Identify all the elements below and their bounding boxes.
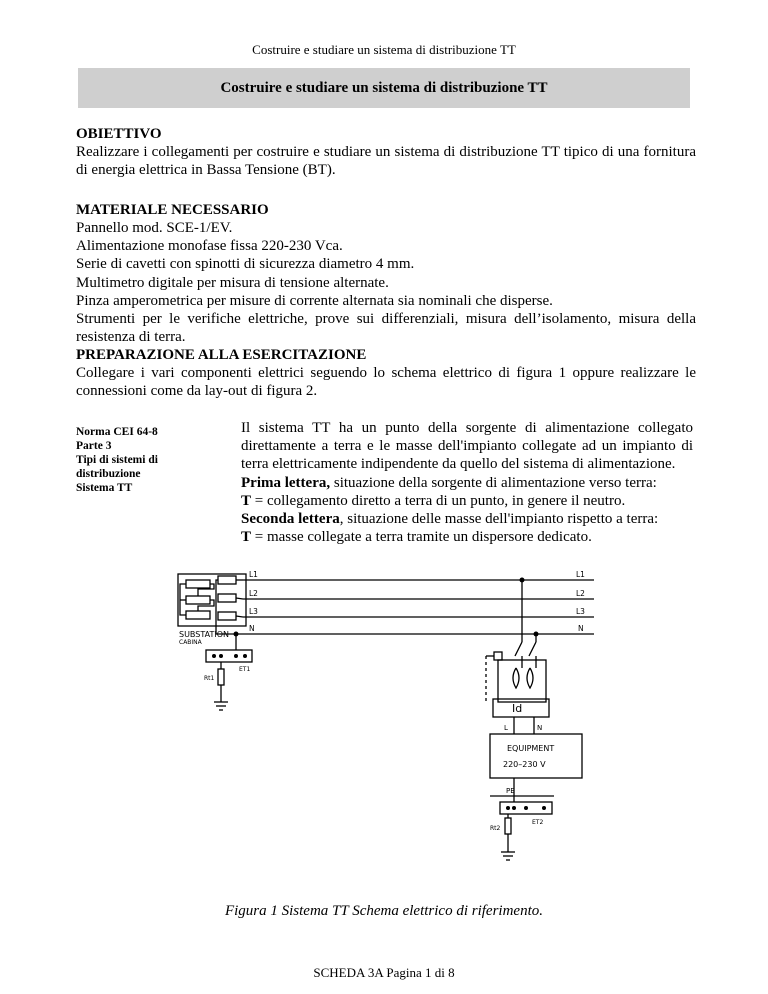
title-box	[78, 68, 690, 108]
second-letter-label: Seconda lettera	[241, 511, 340, 528]
side-note-line: Norma CEI 64-8	[76, 426, 158, 438]
pe-label: PE	[506, 787, 515, 795]
second-letter-line	[241, 510, 693, 528]
first-T-line	[241, 492, 693, 510]
section-materiale	[76, 201, 696, 346]
label-l3-right: L3	[576, 607, 585, 616]
rt2-label: Rt2	[490, 825, 501, 832]
second-letter-text: , situazione delle masse dell'impianto rispetto a terra:	[339, 511, 659, 528]
rcd-contact-l	[515, 642, 522, 656]
first-T-label: T	[241, 492, 252, 509]
page-footer: SCHEDA 3A Pagina 1 di 8	[313, 965, 455, 980]
label-l2-right: L2	[576, 589, 585, 598]
preparazione-text: Collegare i vari componenti elettrici seguendo lo schema elettrico di figura 1 oppure realizzare le connessioni come da lay-out di figura 2.	[76, 365, 696, 400]
first-letter-text: situazione della sorgente di alimentazione verso terra:	[330, 474, 657, 491]
second-T-text: = masse collegate a terra tramite un dispersore dedicato.	[251, 529, 592, 546]
equipment-label: EQUIPMENT	[507, 744, 555, 753]
materiale-item: Alimentazione monofase fissa 220-230 Vca.	[76, 238, 343, 255]
label-n-left: N	[249, 624, 255, 633]
cabina-label: CABINA	[179, 639, 202, 646]
first-letter-line	[241, 474, 693, 492]
first-letter-label: Prima lettera,	[241, 474, 331, 491]
obiettivo-heading: OBIETTIVO	[76, 126, 162, 142]
tt-description	[241, 419, 693, 546]
rt1-label: Rt1	[204, 675, 215, 682]
side-note-line: distribuzione	[76, 468, 141, 480]
rt1-resistor	[218, 669, 224, 685]
equipment-box	[490, 734, 582, 778]
rt2-resistor	[505, 818, 511, 834]
section-preparazione	[76, 346, 696, 400]
materiale-heading: MATERIALE NECESSARIO	[76, 202, 269, 218]
et1-label: ET1	[239, 666, 251, 673]
side-note-line: Sistema TT	[76, 482, 133, 494]
side-note-line: Tipi di sistemi di	[76, 454, 158, 466]
obiettivo-text: Realizzare i collegamenti per costruire e studiare un sistema di distribuzione TT tipico di una fornitura di energia elettrica in Bassa Tensione (BT).	[76, 144, 696, 179]
running-header: Costruire e studiare un sistema di distribuzione TT	[252, 42, 516, 57]
l-label: L	[504, 724, 508, 732]
materiale-item: Serie di cavetti con spinotti di sicurezza diametro 4 mm.	[76, 256, 415, 273]
id-label: Id	[512, 702, 523, 715]
document-title: Costruire e studiare un sistema di distribuzione TT	[220, 79, 548, 96]
materiale-item: Pannello mod. SCE-1/EV.	[76, 220, 233, 236]
label-l3-left: L3	[249, 607, 258, 616]
description-intro: Il sistema TT ha un punto della sorgente di alimentazione collegato direttamente a terra e le masse dell'impianto collegate ad un impianto di terra elettricamente indipendente da quello del sistema di alimentazione.	[241, 420, 693, 473]
side-note-line: Parte 3	[76, 440, 112, 452]
section-obiettivo	[76, 125, 696, 179]
label-l1-right: L1	[576, 570, 585, 579]
n-label: N	[537, 724, 543, 732]
side-note	[76, 425, 186, 495]
label-n-right: N	[578, 624, 584, 633]
figure-caption: Figura 1 Sistema TT Schema elettrico di riferimento.	[224, 903, 544, 919]
materiale-item: Pinza amperometrica per misure di corrente alternata sia nominali che disperse.	[76, 292, 553, 309]
materiale-item: Strumenti per le verifiche elettriche, prove sui differenziali, misura dell’isolamento, misura della resistenza di terra.	[76, 311, 696, 346]
voltage-label: 220–230 V	[503, 760, 546, 769]
et2-label: ET2	[532, 819, 544, 826]
preparazione-heading: PREPARAZIONE ALLA ESERCITAZIONE	[76, 347, 367, 363]
rcd-contact-n	[529, 642, 536, 656]
second-T-line	[241, 528, 693, 546]
first-T-text: = collegamento diretto a terra di un punto, in genere il neutro.	[251, 492, 626, 509]
tt-wiring-diagram	[150, 556, 610, 882]
label-l2-left: L2	[249, 589, 258, 598]
second-T-label: T	[241, 529, 252, 546]
label-l1-left: L1	[249, 570, 258, 579]
substation-label: SUBSTATION	[179, 630, 230, 639]
materiale-item: Multimetro digitale per misura di tensione alternate.	[76, 274, 389, 291]
